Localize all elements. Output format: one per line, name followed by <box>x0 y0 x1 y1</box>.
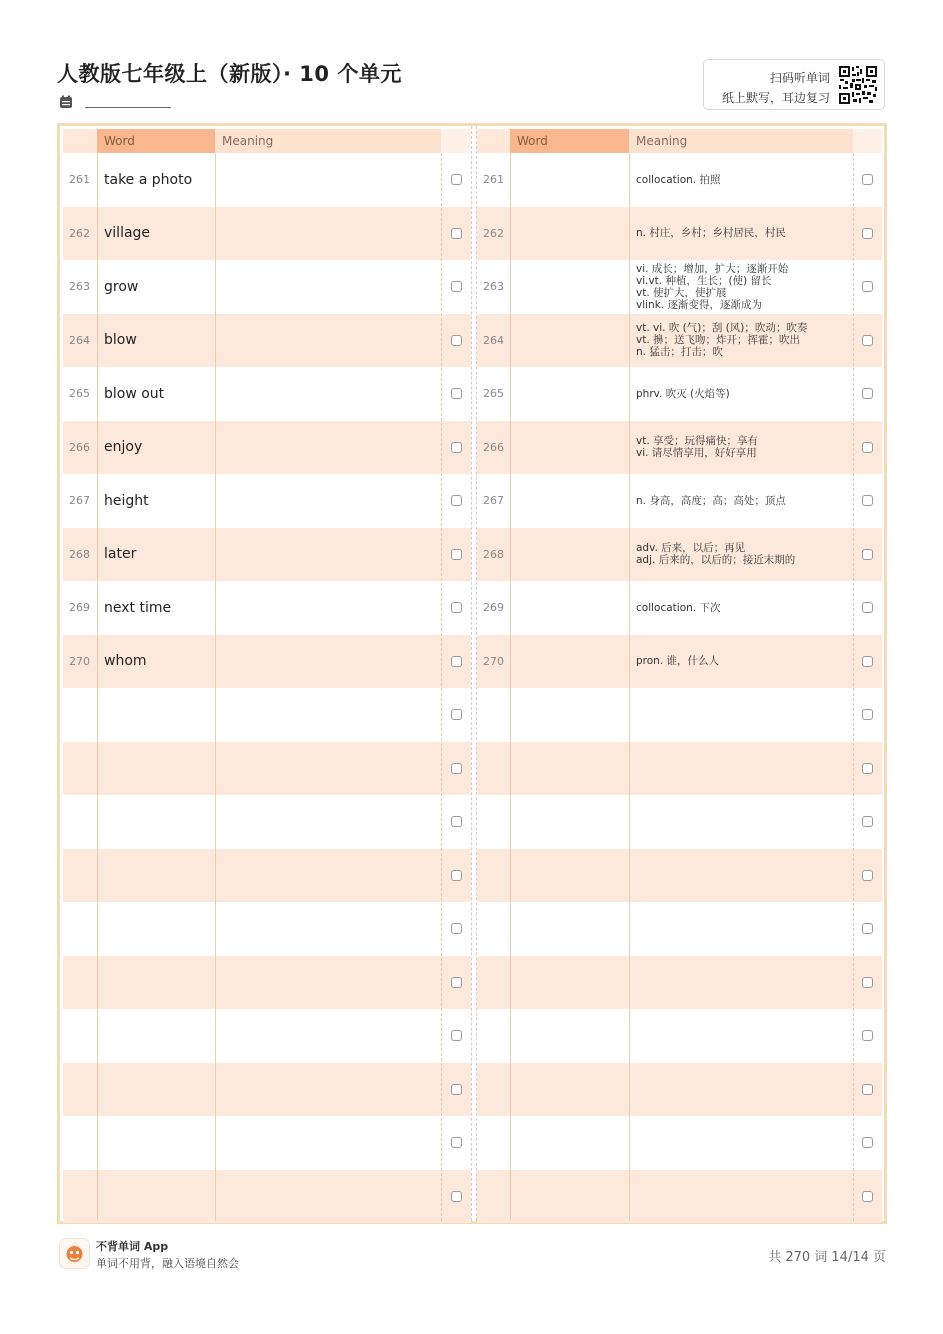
left-row-number: 264 <box>69 333 90 347</box>
right-row-word[interactable] <box>510 1063 629 1117</box>
date-blank-line[interactable] <box>85 107 171 108</box>
left-row <box>63 849 471 903</box>
left-row-number <box>63 688 97 742</box>
right-row-number: 266 <box>483 440 504 454</box>
right-row-meaning: n. 身高，高度；高；高处；顶点 <box>636 494 786 507</box>
right-panel <box>477 126 882 1221</box>
checkbox[interactable] <box>451 923 462 934</box>
left-row-word: take a photo <box>104 171 193 188</box>
left-row-word: next time <box>104 599 172 616</box>
right-row-word[interactable] <box>510 795 629 849</box>
right-row-number <box>477 956 510 1010</box>
right-header-num <box>477 129 510 153</box>
left-row-meaning[interactable] <box>215 688 441 742</box>
right-row-word[interactable] <box>510 421 629 475</box>
left-row <box>63 1063 471 1117</box>
left-row-number: 262 <box>69 226 90 240</box>
left-row-word <box>97 1116 215 1170</box>
left-header-word: Word <box>97 129 215 153</box>
right-header <box>477 129 882 153</box>
right-row-number <box>477 1063 510 1117</box>
calendar-icon <box>59 95 73 109</box>
right-row-number: 261 <box>483 173 504 187</box>
right-row <box>477 1116 882 1170</box>
checkbox[interactable] <box>862 228 873 239</box>
checkbox[interactable] <box>862 1084 873 1095</box>
right-row-meaning: collocation. 拍照 <box>636 173 721 186</box>
left-row-meaning[interactable] <box>215 742 441 796</box>
left-row-number: 263 <box>69 280 90 294</box>
left-row <box>63 153 471 207</box>
checkbox[interactable] <box>862 763 873 774</box>
right-divider-word <box>629 153 630 1221</box>
right-row-number: 263 <box>483 280 504 294</box>
left-row-check-cell <box>441 795 471 849</box>
left-row-word <box>97 795 215 849</box>
left-row <box>63 581 471 635</box>
right-row <box>477 581 882 635</box>
checkbox[interactable] <box>862 1191 873 1202</box>
left-row-check-cell <box>441 260 471 314</box>
left-row-number <box>63 1170 97 1224</box>
left-row-meaning[interactable] <box>215 1009 441 1063</box>
left-row-word: enjoy <box>104 439 143 456</box>
left-header-check <box>441 129 471 153</box>
footer-app-name: 不背单词 App <box>96 1240 169 1253</box>
left-row-meaning[interactable] <box>215 314 441 368</box>
right-row <box>477 795 882 849</box>
left-row <box>63 635 471 689</box>
checkbox[interactable] <box>451 335 462 346</box>
left-row-check-cell <box>441 421 471 475</box>
right-row-word[interactable] <box>510 153 629 207</box>
left-row-meaning[interactable] <box>215 956 441 1010</box>
right-row-word[interactable] <box>510 367 629 421</box>
checkbox[interactable] <box>451 763 462 774</box>
left-row-number: 266 <box>69 440 90 454</box>
left-row-word <box>97 742 215 796</box>
right-row-meaning: collocation. 下次 <box>636 601 721 614</box>
right-row-word[interactable] <box>510 742 629 796</box>
right-row <box>477 260 882 314</box>
left-row-meaning[interactable] <box>215 1170 441 1224</box>
checkbox[interactable] <box>451 174 462 185</box>
left-row-number <box>63 849 97 903</box>
right-row-number: 269 <box>483 601 504 615</box>
right-row-meaning <box>629 902 853 956</box>
right-row-number <box>477 849 510 903</box>
right-row-meaning <box>629 742 853 796</box>
qr-panel <box>703 59 885 110</box>
left-row <box>63 314 471 368</box>
right-row-meaning <box>629 1009 853 1063</box>
right-row-word[interactable] <box>510 688 629 742</box>
right-row <box>477 902 882 956</box>
left-row <box>63 1009 471 1063</box>
checkbox[interactable] <box>862 816 873 827</box>
right-row-number: 268 <box>483 547 504 561</box>
left-header <box>63 129 471 153</box>
right-row-check-cell <box>853 1116 882 1170</box>
right-row-check-cell <box>853 260 882 314</box>
left-row <box>63 207 471 261</box>
right-row-meaning <box>629 688 853 742</box>
app-logo-icon <box>59 1238 90 1269</box>
checkbox[interactable] <box>451 442 462 453</box>
left-row-meaning[interactable] <box>215 207 441 261</box>
left-row-meaning[interactable] <box>215 367 441 421</box>
left-row <box>63 956 471 1010</box>
left-row-check-cell <box>441 207 471 261</box>
right-row-check-cell <box>853 153 882 207</box>
right-row-check-cell <box>853 1170 882 1224</box>
checkbox[interactable] <box>862 1137 873 1148</box>
left-row-check-cell <box>441 902 471 956</box>
checkbox[interactable] <box>862 656 873 667</box>
checkbox[interactable] <box>451 1030 462 1041</box>
checkbox[interactable] <box>862 549 873 560</box>
right-row <box>477 207 882 261</box>
right-row <box>477 367 882 421</box>
footer-page-info: 共 270 词 14/14 页 <box>768 1250 886 1265</box>
left-row <box>63 528 471 582</box>
right-row-meaning <box>629 1170 853 1224</box>
left-row-check-cell <box>441 742 471 796</box>
right-row-check-cell <box>853 528 882 582</box>
right-row-number <box>477 1009 510 1063</box>
left-row-check-cell <box>441 1009 471 1063</box>
checkbox[interactable] <box>451 1137 462 1148</box>
left-divider-num <box>97 153 98 1221</box>
page-title: 人教版七年级上（新版）· 10 个单元 <box>57 62 402 86</box>
right-row <box>477 1063 882 1117</box>
left-row-meaning[interactable] <box>215 1063 441 1117</box>
left-row-meaning[interactable] <box>215 795 441 849</box>
right-row-meaning <box>629 795 853 849</box>
left-row-check-cell <box>441 367 471 421</box>
right-divider-num <box>510 153 511 1221</box>
right-row-meaning: adv. 后来，以后；再见 adj. 后来的，以后的；接近末期的 <box>636 542 796 567</box>
left-row-check-cell <box>441 153 471 207</box>
checkbox[interactable] <box>862 388 873 399</box>
right-row-number <box>477 795 510 849</box>
left-row-check-cell <box>441 688 471 742</box>
checkbox[interactable] <box>862 870 873 881</box>
checkbox[interactable] <box>862 495 873 506</box>
checkbox[interactable] <box>451 495 462 506</box>
left-row-check-cell <box>441 956 471 1010</box>
left-row-meaning[interactable] <box>215 528 441 582</box>
left-row-word: blow <box>104 332 137 349</box>
right-row-number <box>477 902 510 956</box>
right-row-check-cell <box>853 314 882 368</box>
right-row-meaning: n. 村庄，乡村；乡村居民，村民 <box>636 227 786 240</box>
left-row-number <box>63 1116 97 1170</box>
right-row-meaning: vt. vi. 吹 (气)；刮 (风)；吹动；吹奏 vt. 擤；送飞吻；炸开；挥霍；吹出 n. 猛击；打击；吹 <box>636 322 808 359</box>
right-row-word[interactable] <box>510 1116 629 1170</box>
left-row-number: 268 <box>69 547 90 561</box>
right-row-word[interactable] <box>510 207 629 261</box>
right-row <box>477 956 882 1010</box>
right-row-check-cell <box>853 956 882 1010</box>
left-row-word: blow out <box>104 385 165 402</box>
left-row-number: 261 <box>69 173 90 187</box>
left-row-check-cell <box>441 474 471 528</box>
right-row-word[interactable] <box>510 474 629 528</box>
left-row-check-cell <box>441 1170 471 1224</box>
checkbox[interactable] <box>451 281 462 292</box>
right-row-word[interactable] <box>510 581 629 635</box>
right-row-meaning: pron. 谁，什么人 <box>636 655 720 668</box>
right-row-number: 264 <box>483 333 504 347</box>
right-row-check-cell <box>853 849 882 903</box>
checkbox[interactable] <box>451 709 462 720</box>
right-row-meaning <box>629 956 853 1010</box>
left-row-word: whom <box>104 653 147 670</box>
right-row-meaning: phrv. 吹灭 (火焰等) <box>636 387 730 400</box>
right-row-check-cell <box>853 581 882 635</box>
left-row-number: 265 <box>69 387 90 401</box>
right-row-meaning <box>629 1116 853 1170</box>
left-row-number: 269 <box>69 601 90 615</box>
right-row-check-cell <box>853 421 882 475</box>
right-row-meaning <box>629 1063 853 1117</box>
left-row-word <box>97 1063 215 1117</box>
left-row-word <box>97 849 215 903</box>
left-row-meaning[interactable] <box>215 635 441 689</box>
left-row <box>63 742 471 796</box>
left-divider-check <box>441 153 442 1221</box>
left-row-number <box>63 902 97 956</box>
right-row-check-cell <box>853 795 882 849</box>
left-row-word <box>97 902 215 956</box>
right-row <box>477 1170 882 1224</box>
right-row-word[interactable] <box>510 314 629 368</box>
checkbox[interactable] <box>862 977 873 988</box>
right-row-check-cell <box>853 688 882 742</box>
right-row <box>477 421 882 475</box>
left-row-number <box>63 1009 97 1063</box>
right-row-check-cell <box>853 474 882 528</box>
left-row-number <box>63 956 97 1010</box>
left-row-check-cell <box>441 581 471 635</box>
left-panel <box>63 126 471 1221</box>
left-row-word <box>97 688 215 742</box>
left-row <box>63 1170 471 1224</box>
left-row-meaning[interactable] <box>215 153 441 207</box>
checkbox[interactable] <box>451 870 462 881</box>
left-row <box>63 902 471 956</box>
right-row-check-cell <box>853 742 882 796</box>
left-row-number: 267 <box>69 494 90 508</box>
left-row <box>63 688 471 742</box>
left-row-number <box>63 1063 97 1117</box>
right-row-number <box>477 688 510 742</box>
right-row-check-cell <box>853 367 882 421</box>
right-row-word[interactable] <box>510 849 629 903</box>
checkbox[interactable] <box>451 1191 462 1202</box>
right-row-word[interactable] <box>510 956 629 1010</box>
left-row-word <box>97 956 215 1010</box>
left-header-num <box>63 129 97 153</box>
qr-caption-1: 扫码听单词 <box>769 71 830 85</box>
left-row-number <box>63 742 97 796</box>
right-row-word[interactable] <box>510 260 629 314</box>
right-row <box>477 153 882 207</box>
checkbox[interactable] <box>862 1030 873 1041</box>
checkbox[interactable] <box>862 174 873 185</box>
right-header-check <box>853 129 882 153</box>
right-row-word[interactable] <box>510 635 629 689</box>
left-row-number <box>63 795 97 849</box>
right-row <box>477 849 882 903</box>
right-header-meaning: Meaning <box>629 129 853 153</box>
checkbox[interactable] <box>862 281 873 292</box>
right-row-check-cell <box>853 902 882 956</box>
left-row-check-cell <box>441 528 471 582</box>
right-row-meaning: vi. 成长；增加，扩大；逐渐开始 vi.vt. 种植，生长；(使) 留长 vt. 使扩大，使扩展 vlink. 逐渐变得，逐渐成为 <box>636 262 789 311</box>
right-row-word[interactable] <box>510 1009 629 1063</box>
right-row <box>477 314 882 368</box>
checkbox[interactable] <box>451 816 462 827</box>
checkbox[interactable] <box>451 388 462 399</box>
left-row-meaning[interactable] <box>215 1116 441 1170</box>
left-row-meaning[interactable] <box>215 902 441 956</box>
right-row-number: 262 <box>483 226 504 240</box>
right-row-meaning <box>629 849 853 903</box>
left-row-word: village <box>104 225 151 242</box>
checkbox[interactable] <box>862 335 873 346</box>
checkbox[interactable] <box>451 977 462 988</box>
right-row <box>477 688 882 742</box>
right-row <box>477 474 882 528</box>
right-row-check-cell <box>853 635 882 689</box>
right-row-number <box>477 1170 510 1224</box>
right-row <box>477 635 882 689</box>
right-row-check-cell <box>853 1009 882 1063</box>
left-row-check-cell <box>441 314 471 368</box>
left-divider-word <box>215 153 216 1221</box>
right-row-meaning: vt. 享受；玩得痛快；享有 vi. 请尽情享用，好好享用 <box>636 435 759 460</box>
left-row <box>63 474 471 528</box>
left-row-meaning[interactable] <box>215 849 441 903</box>
checkbox[interactable] <box>862 923 873 934</box>
right-row-check-cell <box>853 207 882 261</box>
qr-code-icon[interactable] <box>838 65 878 105</box>
checkbox[interactable] <box>451 549 462 560</box>
left-row-word: grow <box>104 278 139 295</box>
right-row <box>477 528 882 582</box>
left-row-meaning[interactable] <box>215 421 441 475</box>
right-row-word[interactable] <box>510 902 629 956</box>
right-row-word[interactable] <box>510 528 629 582</box>
checkbox[interactable] <box>451 1084 462 1095</box>
checkbox[interactable] <box>862 602 873 613</box>
left-row-meaning[interactable] <box>215 474 441 528</box>
left-row-meaning[interactable] <box>215 260 441 314</box>
right-header-word: Word <box>510 129 629 153</box>
left-row-check-cell <box>441 849 471 903</box>
left-row <box>63 1116 471 1170</box>
checkbox[interactable] <box>451 602 462 613</box>
left-row <box>63 260 471 314</box>
right-row-number <box>477 742 510 796</box>
left-row-number: 270 <box>69 654 90 668</box>
left-row-word <box>97 1170 215 1224</box>
word-sheet <box>57 123 887 1224</box>
right-row-word[interactable] <box>510 1170 629 1224</box>
left-row-word: later <box>104 546 137 563</box>
right-divider-check <box>853 153 854 1221</box>
checkbox[interactable] <box>451 228 462 239</box>
left-row-word <box>97 1009 215 1063</box>
left-row-check-cell <box>441 1063 471 1117</box>
right-row <box>477 742 882 796</box>
left-row <box>63 795 471 849</box>
right-row-number <box>477 1116 510 1170</box>
right-row-number: 270 <box>483 654 504 668</box>
right-row-check-cell <box>853 1063 882 1117</box>
left-row <box>63 421 471 475</box>
left-row-check-cell <box>441 1116 471 1170</box>
left-row <box>63 367 471 421</box>
left-header-meaning: Meaning <box>215 129 441 153</box>
checkbox[interactable] <box>862 709 873 720</box>
right-row-number: 267 <box>483 494 504 508</box>
left-row-word: height <box>104 492 149 509</box>
left-row-meaning[interactable] <box>215 581 441 635</box>
right-row <box>477 1009 882 1063</box>
right-row-number: 265 <box>483 387 504 401</box>
qr-caption-2: 纸上默写，耳边复习 <box>721 91 830 105</box>
checkbox[interactable] <box>451 656 462 667</box>
checkbox[interactable] <box>862 442 873 453</box>
left-row-check-cell <box>441 635 471 689</box>
footer-slogan: 单词不用背，融入语境自然会 <box>96 1257 239 1270</box>
